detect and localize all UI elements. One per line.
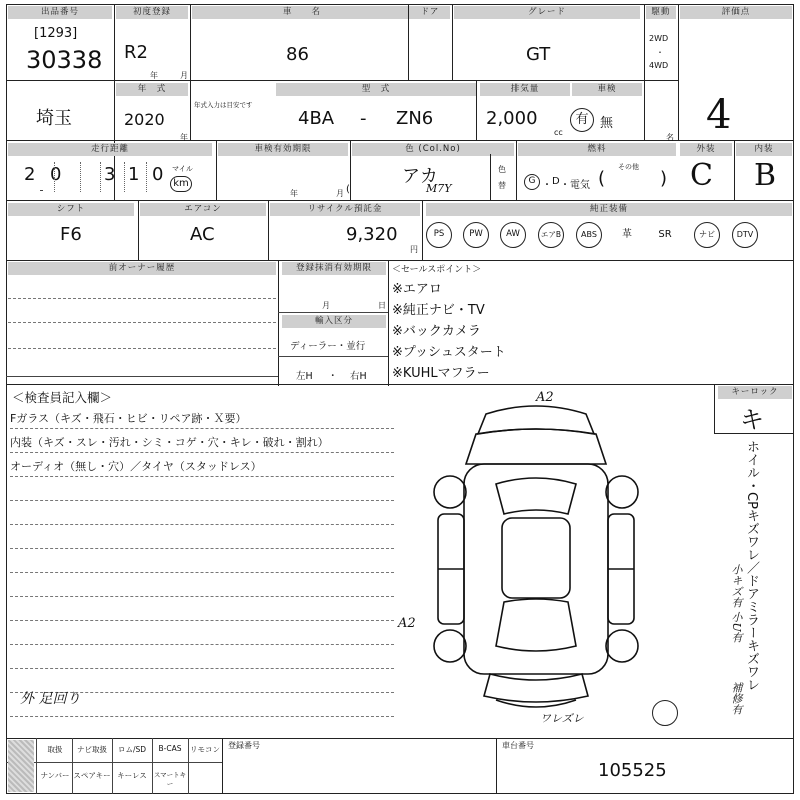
region-value: 埼玉 xyxy=(36,108,72,129)
header-registration: 登録抹消有効期限 xyxy=(282,262,386,275)
footer-cell: スペアキー xyxy=(73,771,111,780)
footer-chassis-number: 105525 xyxy=(598,760,667,781)
drive-dot: ・ xyxy=(656,48,664,57)
car-name: 86 xyxy=(286,44,309,65)
fuel-dot-1: ・ xyxy=(542,180,552,191)
equip-leather: 革 xyxy=(622,229,632,240)
recycle-unit: 円 xyxy=(410,245,418,254)
registration-month: 月 xyxy=(322,301,330,310)
diagram-mark-bottom: ワレズレ xyxy=(540,712,584,725)
model-year-value: 2020 xyxy=(124,110,165,129)
header-exterior: 外装 xyxy=(680,143,732,156)
footer-cell: リモコン xyxy=(190,745,220,754)
sales-point: ※バックカメラ xyxy=(392,324,481,339)
header-color: 色 (Col.No) xyxy=(352,143,514,156)
equip-dtv: DTV xyxy=(732,222,758,248)
diagram-mark-left: A2 xyxy=(398,616,416,631)
footer-cell: 取扱 xyxy=(47,745,63,754)
import-dealer: ディーラー・並行 xyxy=(290,341,366,352)
model-year-note: 年式入力は目安です xyxy=(194,101,253,109)
vertical-note-repaired: 補修有 xyxy=(730,682,743,715)
aircon-value: AC xyxy=(190,224,215,245)
grade-value: GT xyxy=(526,44,551,65)
header-inspection: 車検 xyxy=(572,83,642,96)
model-dash: - xyxy=(360,108,367,129)
equip-pw: PW xyxy=(463,222,489,248)
equip-sunroof: SR xyxy=(658,229,672,240)
name-unit: 名 xyxy=(666,133,674,142)
expiry-year-unit: 年 xyxy=(290,189,298,198)
import-label: 輸入区分 xyxy=(282,315,386,328)
header-interior: 内装 xyxy=(736,143,792,156)
header-score: 評価点 xyxy=(680,6,792,19)
footer-grey-block xyxy=(8,740,34,792)
sales-point: ※プッシュスタート xyxy=(392,345,506,360)
vertical-note-small-scratch: 小キズ有 小U有 xyxy=(730,564,743,643)
color-change-2: 替 xyxy=(498,181,506,190)
flag-yes-circled: 有 xyxy=(570,108,594,132)
import-left-hand: 左H xyxy=(296,371,313,382)
displacement-unit: cc xyxy=(554,128,563,137)
exterior-grade: C xyxy=(690,158,713,193)
header-manufacture-year: 年 式 xyxy=(116,83,188,96)
mileage-digit: 1 xyxy=(128,164,140,185)
reg-month-unit: 月 xyxy=(180,71,188,80)
interior-grade: B xyxy=(754,158,777,193)
notes-title: ＜検査員記入欄＞ xyxy=(12,390,113,405)
import-right-hand: 右H xyxy=(350,371,367,382)
reg-year-unit: 年 xyxy=(150,71,158,80)
import-dot: ・ xyxy=(328,371,338,382)
header-expiry: 車検有効期限 xyxy=(218,143,348,156)
header-history: 前オーナー履歴 xyxy=(8,262,276,275)
fuel-dot-2: ・ xyxy=(560,180,570,191)
footer-cell: キーレス xyxy=(117,771,147,780)
vertical-note-wheel-mirror: ホイル・CPキズワレ／ドアミラーキズワレ xyxy=(744,440,759,691)
footer-cell: ロム/SD xyxy=(117,745,147,754)
flag-no: 無 xyxy=(600,116,614,131)
header-recycle: リサイクル預託金 xyxy=(270,203,420,216)
footer-cell: ナンバー xyxy=(40,771,70,780)
color-change-1: 色 xyxy=(498,165,506,174)
footer-chassis-label: 車台番号 xyxy=(502,741,534,750)
sales-point: ※エアロ xyxy=(392,282,442,297)
fuel-electric: 電気 xyxy=(570,180,590,191)
header-model-code: 型 式 xyxy=(276,83,476,96)
recycle-value: 9,320 xyxy=(346,224,398,245)
footer-cell: B-CAS xyxy=(158,744,182,753)
drive-2wd: 2WD xyxy=(649,34,669,43)
reg-year-era: R2 xyxy=(124,42,148,63)
mileage-digit: 0 xyxy=(50,164,62,185)
sales-point: ※純正ナビ・TV xyxy=(392,303,485,318)
header-fuel: 燃料 xyxy=(518,143,676,156)
mileage-unit-km-circled: km xyxy=(170,176,192,192)
equip-navi: ナビ xyxy=(694,222,720,248)
footer-cell: ナビ取扱 xyxy=(77,745,107,754)
shift-value: F6 xyxy=(60,224,82,245)
fuel-paren-close: ) xyxy=(660,168,668,189)
equip-aw: AW xyxy=(500,222,526,248)
key-lock-label: キーロック xyxy=(718,386,792,399)
mileage-digit: 2 xyxy=(24,164,36,185)
key-lock-value: キ xyxy=(740,406,764,434)
mileage-digit: 3 xyxy=(104,164,116,185)
fuel-other: その他 xyxy=(618,163,639,171)
equip-abs: ABS xyxy=(576,222,602,248)
lot-prefix: [1293] xyxy=(34,26,78,41)
header-displacement: 排気量 xyxy=(480,83,570,96)
score-value: 4 xyxy=(706,92,732,138)
footer-cell: スマートキー xyxy=(153,771,187,788)
expiry-paren: ( xyxy=(346,184,350,195)
model-code: ZN6 xyxy=(396,108,434,129)
fuel-g-circled: G xyxy=(524,174,540,190)
header-mileage: 走行距離 xyxy=(8,143,212,156)
note-line: 内装（キズ・スレ・汚れ・シミ・コゲ・穴・キレ・破れ・割れ） xyxy=(10,436,329,449)
color-name: アカ xyxy=(402,166,438,187)
car-outline xyxy=(438,406,634,707)
lot-number: 30338 xyxy=(26,46,103,74)
color-code: M7Y xyxy=(426,182,452,195)
note-line: Fガラス（キズ・飛石・ヒビ・リペア跡・Ｘ要） xyxy=(10,412,247,425)
equip-airbag: エアB xyxy=(538,222,564,248)
header-shift: シフト xyxy=(8,203,134,216)
fuel-paren-open: ( xyxy=(598,168,606,189)
fuel-d: D xyxy=(552,176,560,187)
drive-4wd: 4WD xyxy=(649,61,669,70)
header-drive: 駆動 xyxy=(646,6,676,19)
header-car-name: 車 名 xyxy=(192,6,412,19)
expiry-month-unit: 月 xyxy=(336,189,344,198)
header-grade: グレード xyxy=(454,6,640,19)
mileage-unit-mile: マイル xyxy=(172,165,193,173)
note-line: オーディオ（無し・穴）／タイヤ（スタッドレス） xyxy=(10,460,262,473)
displacement-value: 2,000 xyxy=(486,108,538,129)
header-equipment: 純正装備 xyxy=(426,203,792,216)
sales-points-title: ＜セールスポイント＞ xyxy=(392,265,482,275)
header-lot-no: 出品番号 xyxy=(8,6,112,19)
diagram-mark-top: A2 xyxy=(536,390,554,405)
model-prefix: 4BA xyxy=(298,108,335,129)
registration-day: 日 xyxy=(378,301,386,310)
header-doors: ドア xyxy=(410,6,450,19)
auction-sheet xyxy=(6,4,794,794)
sales-point: ※KUHLマフラー xyxy=(392,366,490,381)
car-diagram xyxy=(406,384,666,734)
handwritten-note: 外 足回り xyxy=(20,691,81,707)
diagram-circle-marker xyxy=(652,700,678,726)
header-aircon: エアコン xyxy=(140,203,266,216)
equip-ps: PS xyxy=(426,222,452,248)
model-year-unit: 年 xyxy=(180,133,188,142)
header-reg-year: 初度登録 xyxy=(116,6,188,19)
mileage-digit: 0 xyxy=(152,164,164,185)
footer-reg-no-label: 登録番号 xyxy=(228,741,260,750)
